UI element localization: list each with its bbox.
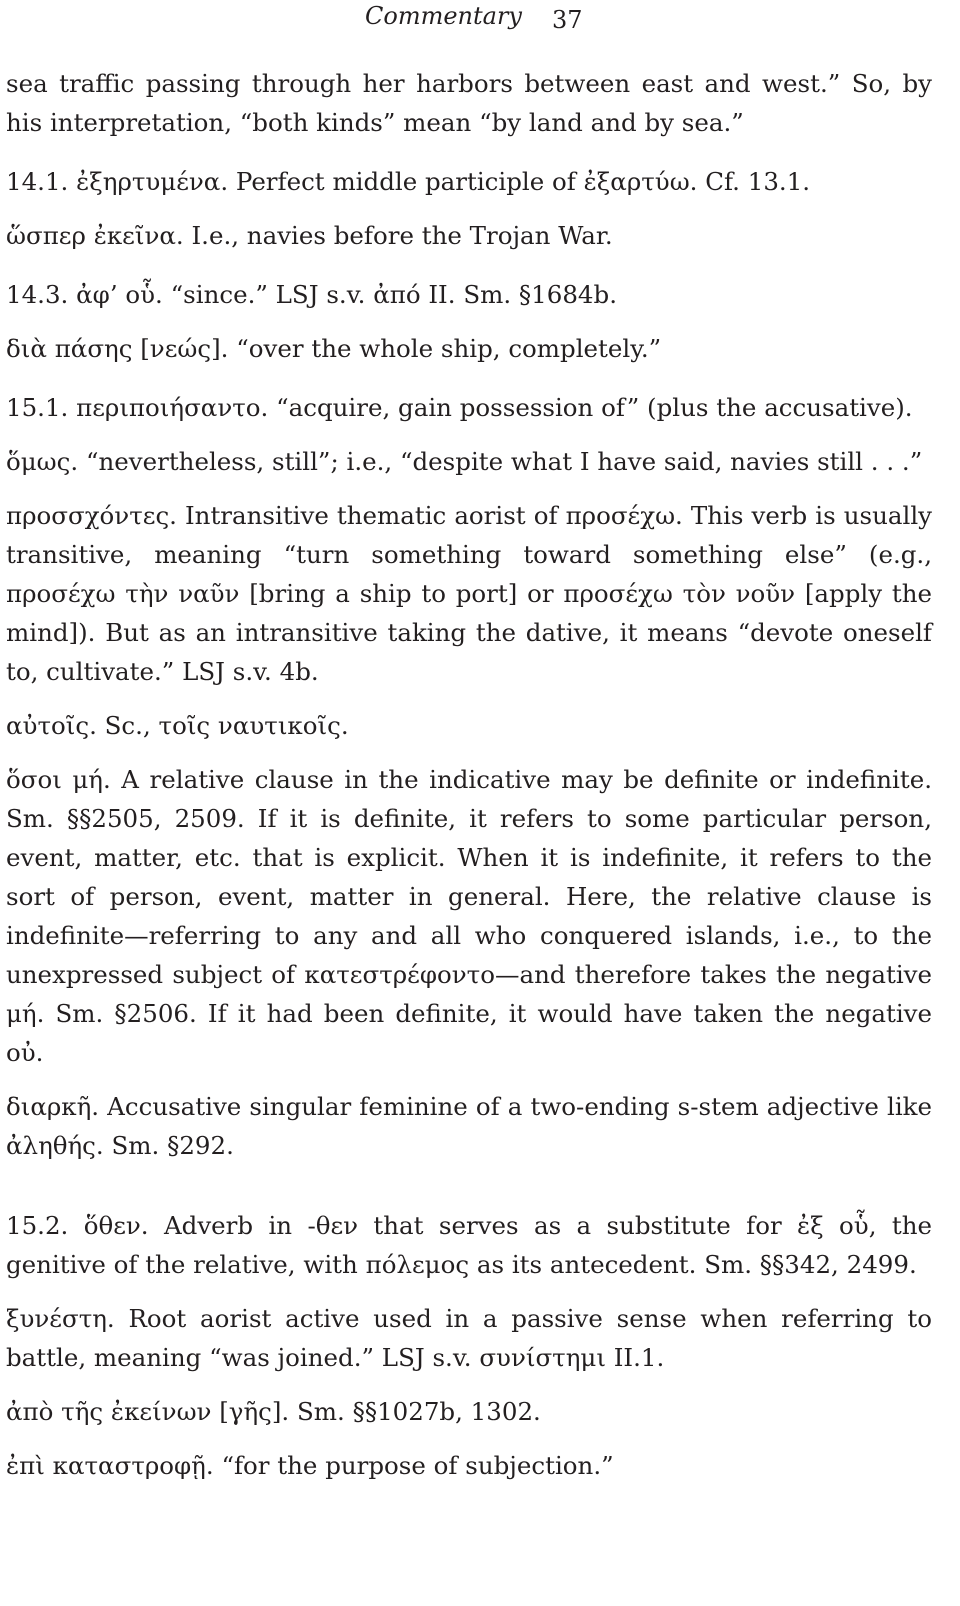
entry-text: I.e., navies before the Trojan War. [183,221,613,250]
running-title: Commentary [365,2,522,30]
entry-text: “for the purpose of subjection.” [213,1451,614,1480]
commentary-entry [6,1446,932,1485]
entry-text: A relative clause in the indicative may be definite or indefinite. Sm. §§2505, 2509. If it is definite, it refers to some particular person, event, matter, etc. that is explicit. When it is indefinite, it refers to the sort of person, event, matter in general. Here, the relative clause is indefinite—referring to any and all who conquered islands, i.e., to the unexpressed subject of κατεστρέφοντο—and therefore takes the negative μή. Sm. §2506. If it had been definite, it would have taken the negative οὐ. [6,765,932,1067]
entry-lemma: 14.3. ἀφ’ οὗ. [6,280,163,309]
entry-text: Adverb in -θεν that serves as a substitute for ἐξ οὗ, the genitive of the relative, with πόλεμος as its antecedent. Sm. §§342, 2499. [6,1211,932,1279]
entry-text: sea traffic passing through her harbors between east and west.” So, by his interpretation, “both kinds” mean “by land and by sea.” [6,69,932,137]
entry-lemma: διὰ πάσης [νεώς]. [6,334,229,363]
page-number: 37 [552,6,583,34]
entry-lemma: ἐπὶ καταστροφῇ. [6,1451,214,1480]
commentary-body [6,64,932,1485]
commentary-entry [6,1206,932,1284]
entry-text: “nevertheless, still”; i.e., “despite what I have said, navies still . . .” [78,447,923,476]
entry-lemma: 15.1. περιποιήσαντο. [6,393,269,422]
entry-lemma: ὅμως. [6,447,79,476]
commentary-entry [6,442,932,481]
commentary-entry [6,496,932,691]
commentary-entry [6,329,932,368]
commentary-entry [6,760,932,1072]
commentary-entry [6,216,932,255]
entry-text: “over the whole ship, completely.” [228,334,662,363]
entry-text: Perfect middle participle of ἐξαρτύω. Cf. 13.1. [228,167,811,196]
page-header [0,0,960,40]
entry-text: Sm. §§1027b, 1302. [289,1397,541,1426]
commentary-entry-continuation [6,64,932,142]
commentary-entry [6,706,932,745]
entry-lemma: διαρκῆ. [6,1092,100,1121]
commentary-entry [6,275,932,314]
entry-lemma: ὅσοι μή. [6,765,111,794]
commentary-entry [6,1299,932,1377]
entry-text: Accusative singular feminine of a two-ending s-stem adjective like ἀληθής. Sm. §292. [6,1092,932,1160]
entry-text: “since.” LSJ s.v. ἀπό II. Sm. §1684b. [162,280,617,309]
entry-text: “acquire, gain possession of” (plus the accusative). [268,393,913,422]
entry-lemma: προσσχόντες. [6,501,177,530]
commentary-entry [6,1392,932,1431]
commentary-entry [6,1087,932,1165]
entry-text: Root aorist active used in a passive sense when referring to battle, meaning “was joined.” LSJ s.v. συνίστημι II.1. [6,1304,932,1372]
commentary-entry [6,162,932,201]
entry-lemma: 15.2. ὅθεν. [6,1211,149,1240]
entry-lemma: ὥσπερ ἐκεῖνα. [6,221,184,250]
entry-lemma: ἀπὸ τῆς ἐκείνων [γῆς]. [6,1397,290,1426]
entry-text: Sc., τοῖς ναυτικοῖς. [96,711,349,740]
entry-lemma: αὐτοῖς. [6,711,97,740]
entry-text: Intransitive thematic aorist of προσέχω. This verb is usually transitive, meaning “turn something toward something else” (e.g., προσέχω τὴν ναῦν [bring a ship to port] or προσέχω τὸν νοῦν [apply the mind]). But as an intransitive taking the dative, it means “devote oneself to, cultivate.” LSJ s.v. 4b. [6,501,932,686]
entry-lemma: 14.1. ἐξηρτυμένα. [6,167,229,196]
entry-lemma: ξυνέστη. [6,1304,115,1333]
commentary-entry [6,388,932,427]
